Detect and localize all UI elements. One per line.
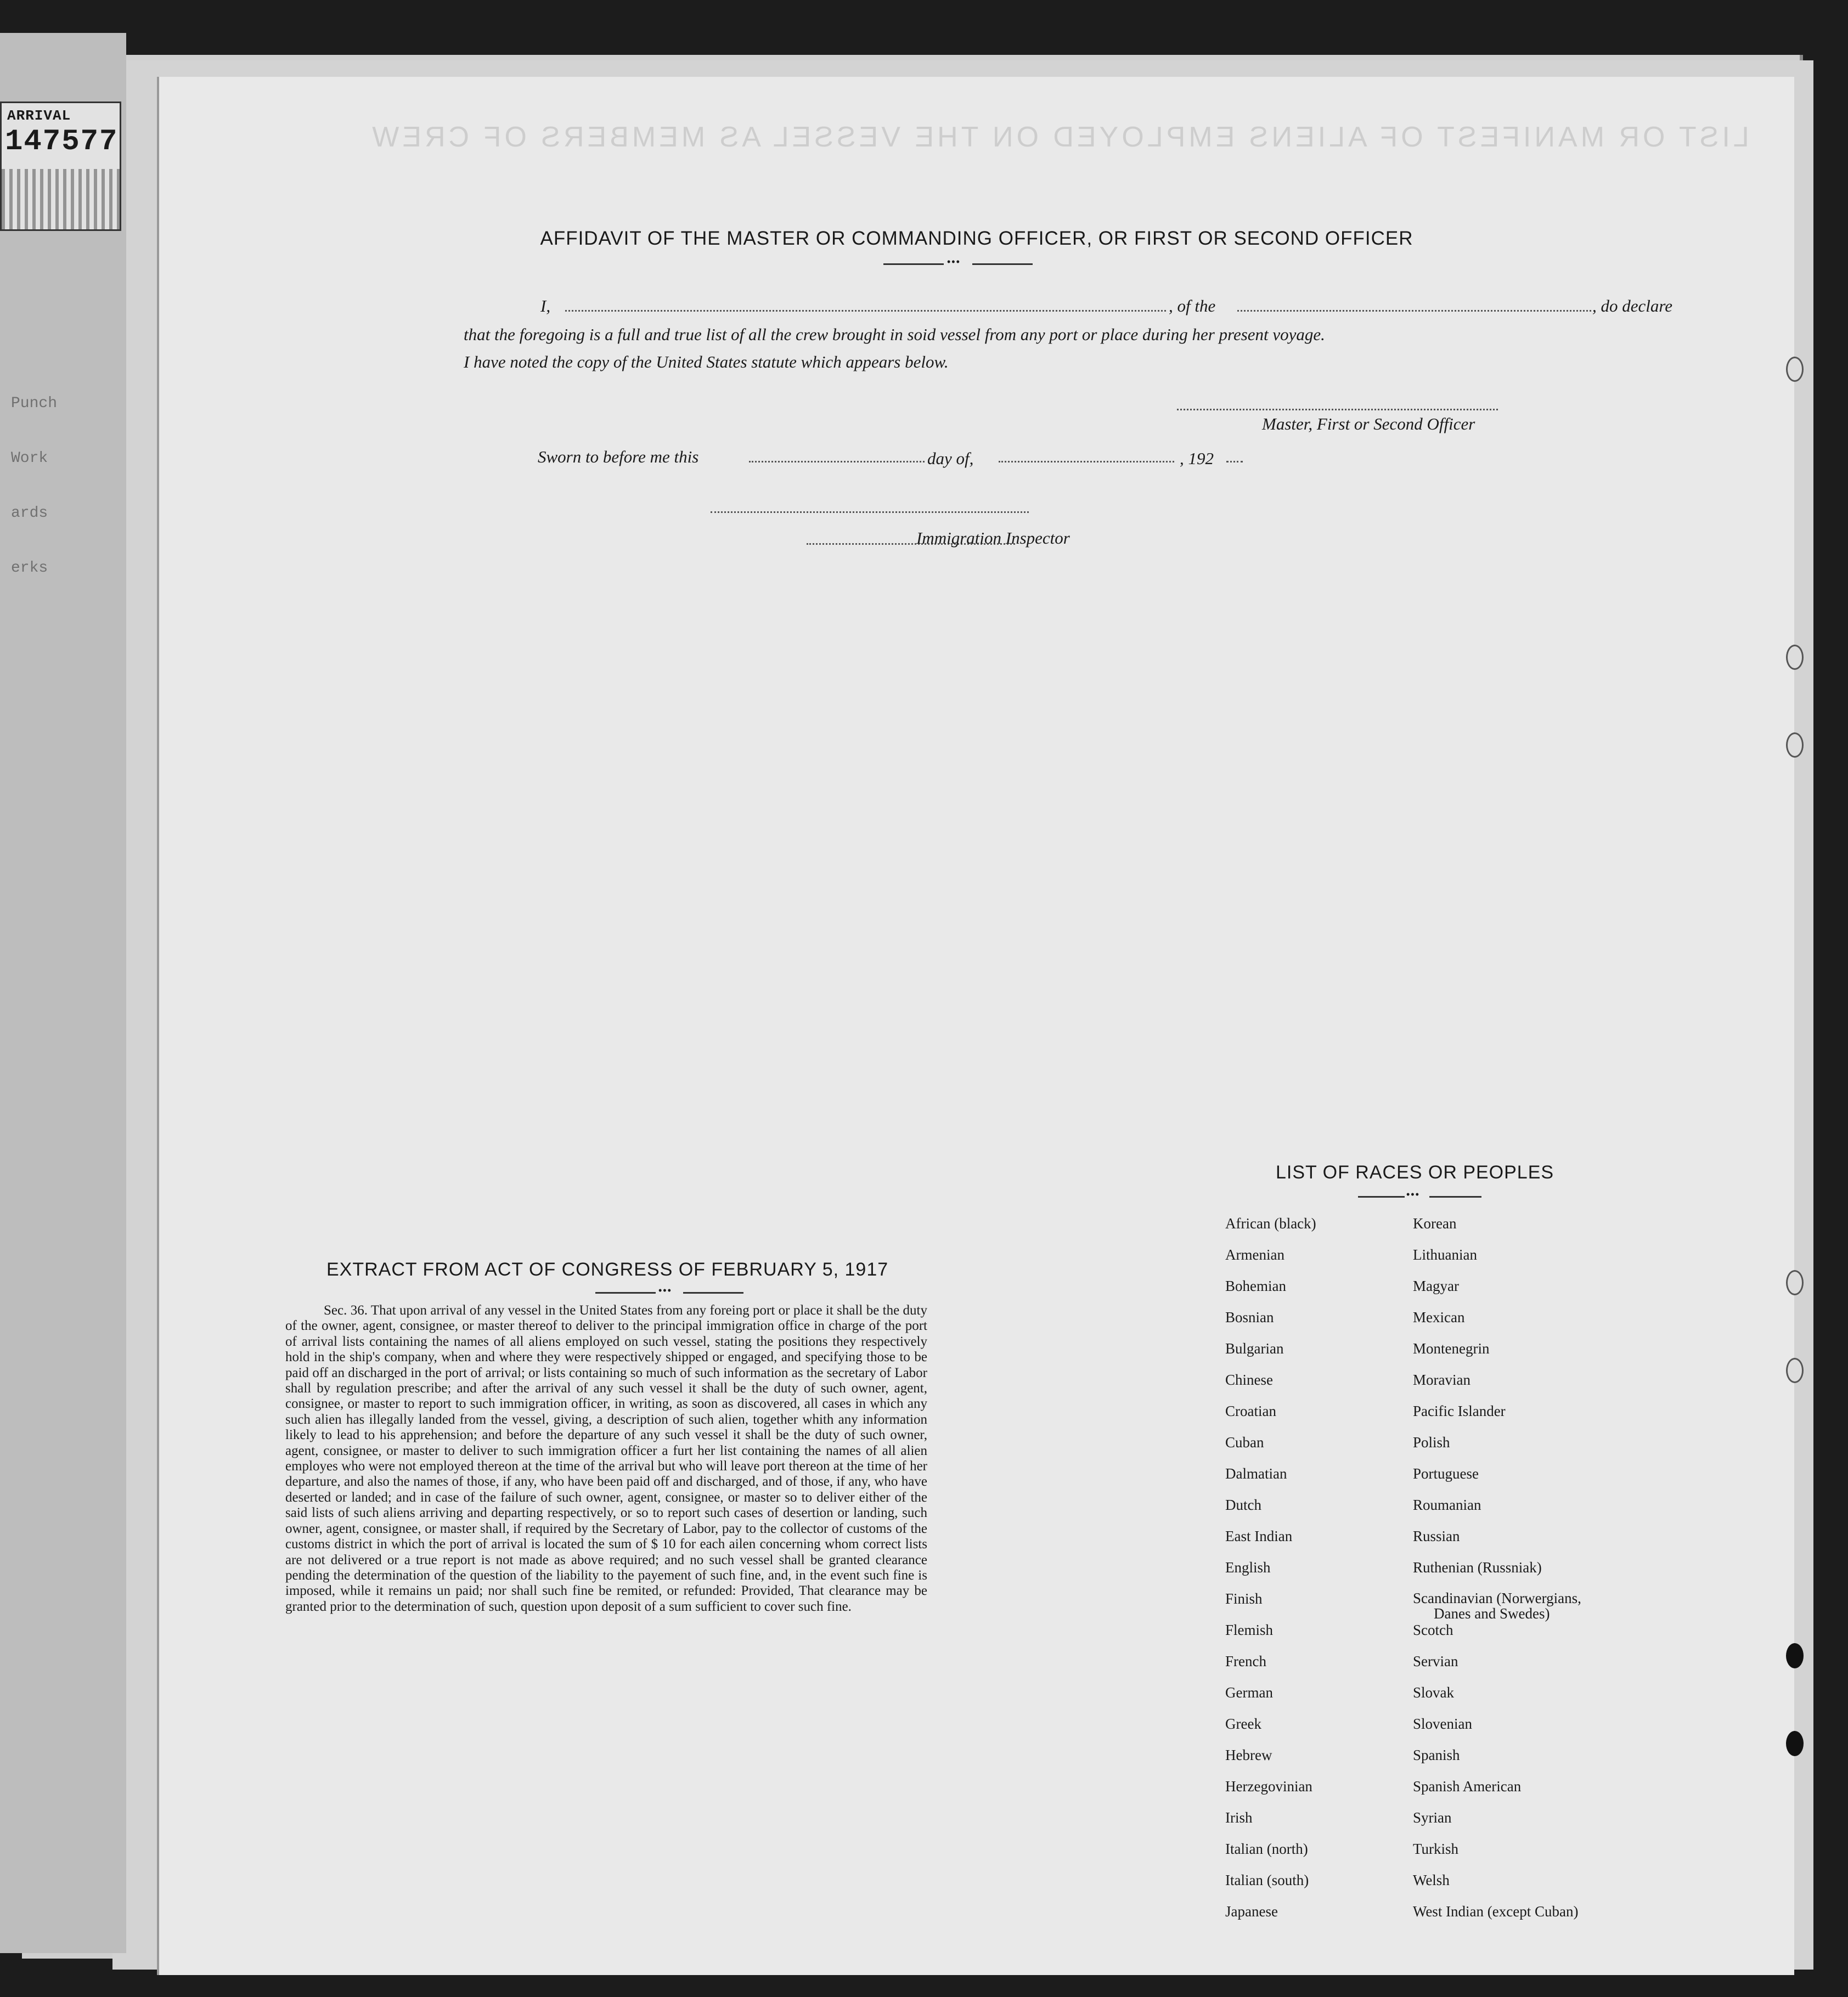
punch-hole xyxy=(1786,1643,1804,1668)
title-rule xyxy=(972,263,1033,265)
race-item: Japanese xyxy=(1225,1903,1278,1920)
affidavit-title: AFFIDAVIT OF THE MASTER OR COMMANDING OFFICER, OR FIRST OR SECOND OFFICER xyxy=(540,228,1413,249)
affidavit-do-declare: , do declare xyxy=(1592,296,1673,315)
race-item: Spanish American xyxy=(1413,1778,1522,1795)
extract-rule xyxy=(683,1292,743,1294)
side-note: Punch xyxy=(11,395,58,412)
arrival-stub xyxy=(0,101,121,231)
race-item: Magyar xyxy=(1413,1278,1459,1294)
day-of-text: day of, xyxy=(927,449,974,468)
punch-hole xyxy=(1786,1270,1804,1295)
sworn-text: Sworn to before me this xyxy=(538,447,699,466)
race-item: Roumanian xyxy=(1413,1497,1481,1513)
punch-hole xyxy=(1786,1358,1804,1383)
race-item: Syrian xyxy=(1413,1809,1452,1826)
race-item: Turkish xyxy=(1413,1841,1459,1857)
side-note: erks xyxy=(11,560,48,577)
race-item: Herzegovinian xyxy=(1225,1778,1312,1795)
affidavit-line-3: I have noted the copy of the United States statute which appears below. xyxy=(464,352,949,371)
race-item: Irish xyxy=(1225,1809,1253,1826)
affidavit-i: I, xyxy=(540,296,551,315)
race-item: Montenegrin xyxy=(1413,1340,1490,1357)
race-item: Flemish xyxy=(1225,1622,1274,1638)
race-item: Armenian xyxy=(1225,1246,1284,1263)
master-signature-field[interactable] xyxy=(1177,409,1498,410)
races-column-2 xyxy=(1413,1215,1581,1934)
year-text: , 192 xyxy=(1180,449,1214,468)
punch-hole xyxy=(1786,1731,1804,1756)
race-item: Finish xyxy=(1225,1590,1263,1607)
race-item: Russian xyxy=(1413,1528,1460,1544)
race-item: Dalmatian xyxy=(1225,1465,1287,1482)
race-item: English xyxy=(1225,1559,1271,1576)
race-item: Welsh xyxy=(1413,1872,1450,1888)
race-item: Portuguese xyxy=(1413,1465,1479,1482)
race-item-line: Danes and Swedes) xyxy=(1434,1605,1550,1622)
races-ornament: ••• xyxy=(1406,1189,1420,1200)
race-item: Lithuanian xyxy=(1413,1246,1477,1263)
races-title: LIST OF RACES OR PEOPLES xyxy=(1276,1162,1554,1183)
races-rule xyxy=(1429,1196,1481,1198)
vessel-field[interactable] xyxy=(1237,310,1591,312)
arrival-number: 147577 xyxy=(5,125,119,159)
races-column-1 xyxy=(1225,1215,1316,1934)
race-item: French xyxy=(1225,1653,1266,1669)
race-item: Dutch xyxy=(1225,1497,1261,1513)
sworn-day-field[interactable] xyxy=(749,461,925,462)
race-item: Bulgarian xyxy=(1225,1340,1284,1357)
race-item: Slovak xyxy=(1413,1684,1455,1701)
side-note: ards xyxy=(11,505,48,522)
race-item: Mexican xyxy=(1413,1309,1465,1325)
punch-hole xyxy=(1786,645,1804,670)
arrival-label: ARRIVAL xyxy=(7,108,71,124)
race-item: East Indian xyxy=(1225,1528,1293,1544)
act-paragraph: Sec. 36. That upon arrival of any vessel in the United States from any foreing port or place it shall be the duty of the owner, agent, consignee, or master thereof to deliver to the principal immigration office in charge of the port of arrival lists containing the names of all aliens employed on such vessel, stating the positions they respectively hold in the ship's company, when and where they were respectively shipped or engaged, and specifying those to be paid off an discharged in the port of arrival; or lists containing so much of such information as the secretary of Labor shall by regulation prescribe; and after the arrival of any such vessel it shall be the duty of such owner, agent, consignee, or master to report to such immigration officer, in writing, as soon as discovered, all cases in which any such alien has illegally landed from the vessel, giving, a description of such alien, together whith any information likely to lead to his apprehension; and before the departure of any such vessel it shall be the duty of such owner, agent, consignee, or master to deliver to such immigration officer a furt her list containing the names of all alien employes who were not employed thereon at the time of the arrival but who will leave port thereon at the time of her departure, and also the names of those, if any, who have been paid off and discharged, and of those, if any, who have deserted or landed; and in case of the failure of such owner, agent, consignee, or master so to deliver either of the said lists of such aliens arriving and departing respectively, or so to report such cases of desertion or landing, such owner, agent, consignee, or master shall, if required by the Secretary of Labor, pay to the collector of customs of the customs district in which the port of arrival is located the sum of $ 10 for each ailen concerning whom correct lists are not delivered or a true report is not made as above required; and no such vessel shall be granted clearance pending the determination of the question of the liability to the payement of such fine, and, in the event such fine is imposed, while it remains un paid; nor shall such fine be remited, or refunded: Provided, That clearance may be granted prior to the determination of such, question upon deposit of a sum sufficient to cover such fine. xyxy=(285,1303,927,1614)
race-item: African (black) xyxy=(1225,1215,1316,1232)
punch-hole xyxy=(1786,357,1804,382)
race-item: Polish xyxy=(1413,1434,1450,1451)
race-item: Croatian xyxy=(1225,1403,1276,1419)
extract-title: EXTRACT FROM ACT OF CONGRESS OF FEBRUARY 5, 1917 xyxy=(326,1259,889,1280)
sworn-month-field[interactable] xyxy=(999,461,1174,462)
race-item: Italian (north) xyxy=(1225,1841,1308,1857)
stub-hatch-pattern xyxy=(2,169,120,229)
race-item: Moravian xyxy=(1413,1372,1470,1388)
name-field[interactable] xyxy=(565,310,1166,312)
affidavit-of-the: , of the xyxy=(1169,296,1216,315)
extract-ornament: ••• xyxy=(658,1285,672,1296)
race-item: West Indian (except Cuban) xyxy=(1413,1903,1579,1920)
title-rule xyxy=(883,263,944,265)
race-item: Korean xyxy=(1413,1215,1457,1232)
extract-rule xyxy=(595,1292,656,1294)
side-note: Work xyxy=(11,450,48,467)
left-edge-strip xyxy=(0,33,126,1953)
race-item: Italian (south) xyxy=(1225,1872,1309,1888)
race-item: German xyxy=(1225,1684,1273,1701)
inspector-label: Immigration Inspector xyxy=(916,528,1070,548)
master-label: Master, First or Second Officer xyxy=(1262,414,1475,433)
race-item: Scotch xyxy=(1413,1622,1453,1638)
affidavit-line-2: that the foregoing is a full and true list of all the crew brought in soid vessel from any port or place during her present voyage. xyxy=(464,325,1325,344)
race-item: Slovenian xyxy=(1413,1716,1472,1732)
race-item: Pacific Islander xyxy=(1413,1403,1506,1419)
race-item: Cuban xyxy=(1225,1434,1264,1451)
race-item: Spanish xyxy=(1413,1747,1460,1763)
form-page xyxy=(159,77,1794,1975)
race-item: Servian xyxy=(1413,1653,1458,1669)
sworn-year-field[interactable] xyxy=(1226,461,1243,462)
bleed-through-title: LIST OR MANIFEST OF ALIENS EMPLOYED ON THE VESSEL AS MEMBERS OF CREW xyxy=(369,121,1749,153)
act-extract-text xyxy=(285,1303,927,1615)
race-item-multiline xyxy=(1413,1590,1581,1622)
race-item: Greek xyxy=(1225,1716,1261,1732)
punch-hole xyxy=(1786,732,1804,758)
race-item-line: Scandinavian (Norwergians, xyxy=(1413,1590,1581,1606)
inspector-signature-field[interactable] xyxy=(711,511,1029,513)
title-ornament: ••• xyxy=(947,256,961,267)
race-item: Bosnian xyxy=(1225,1309,1274,1325)
race-item: Hebrew xyxy=(1225,1747,1272,1763)
race-item: Chinese xyxy=(1225,1372,1273,1388)
races-rule xyxy=(1358,1196,1405,1198)
race-item: Bohemian xyxy=(1225,1278,1286,1294)
side-notes xyxy=(11,395,115,614)
race-item: Ruthenian (Russniak) xyxy=(1413,1559,1542,1576)
